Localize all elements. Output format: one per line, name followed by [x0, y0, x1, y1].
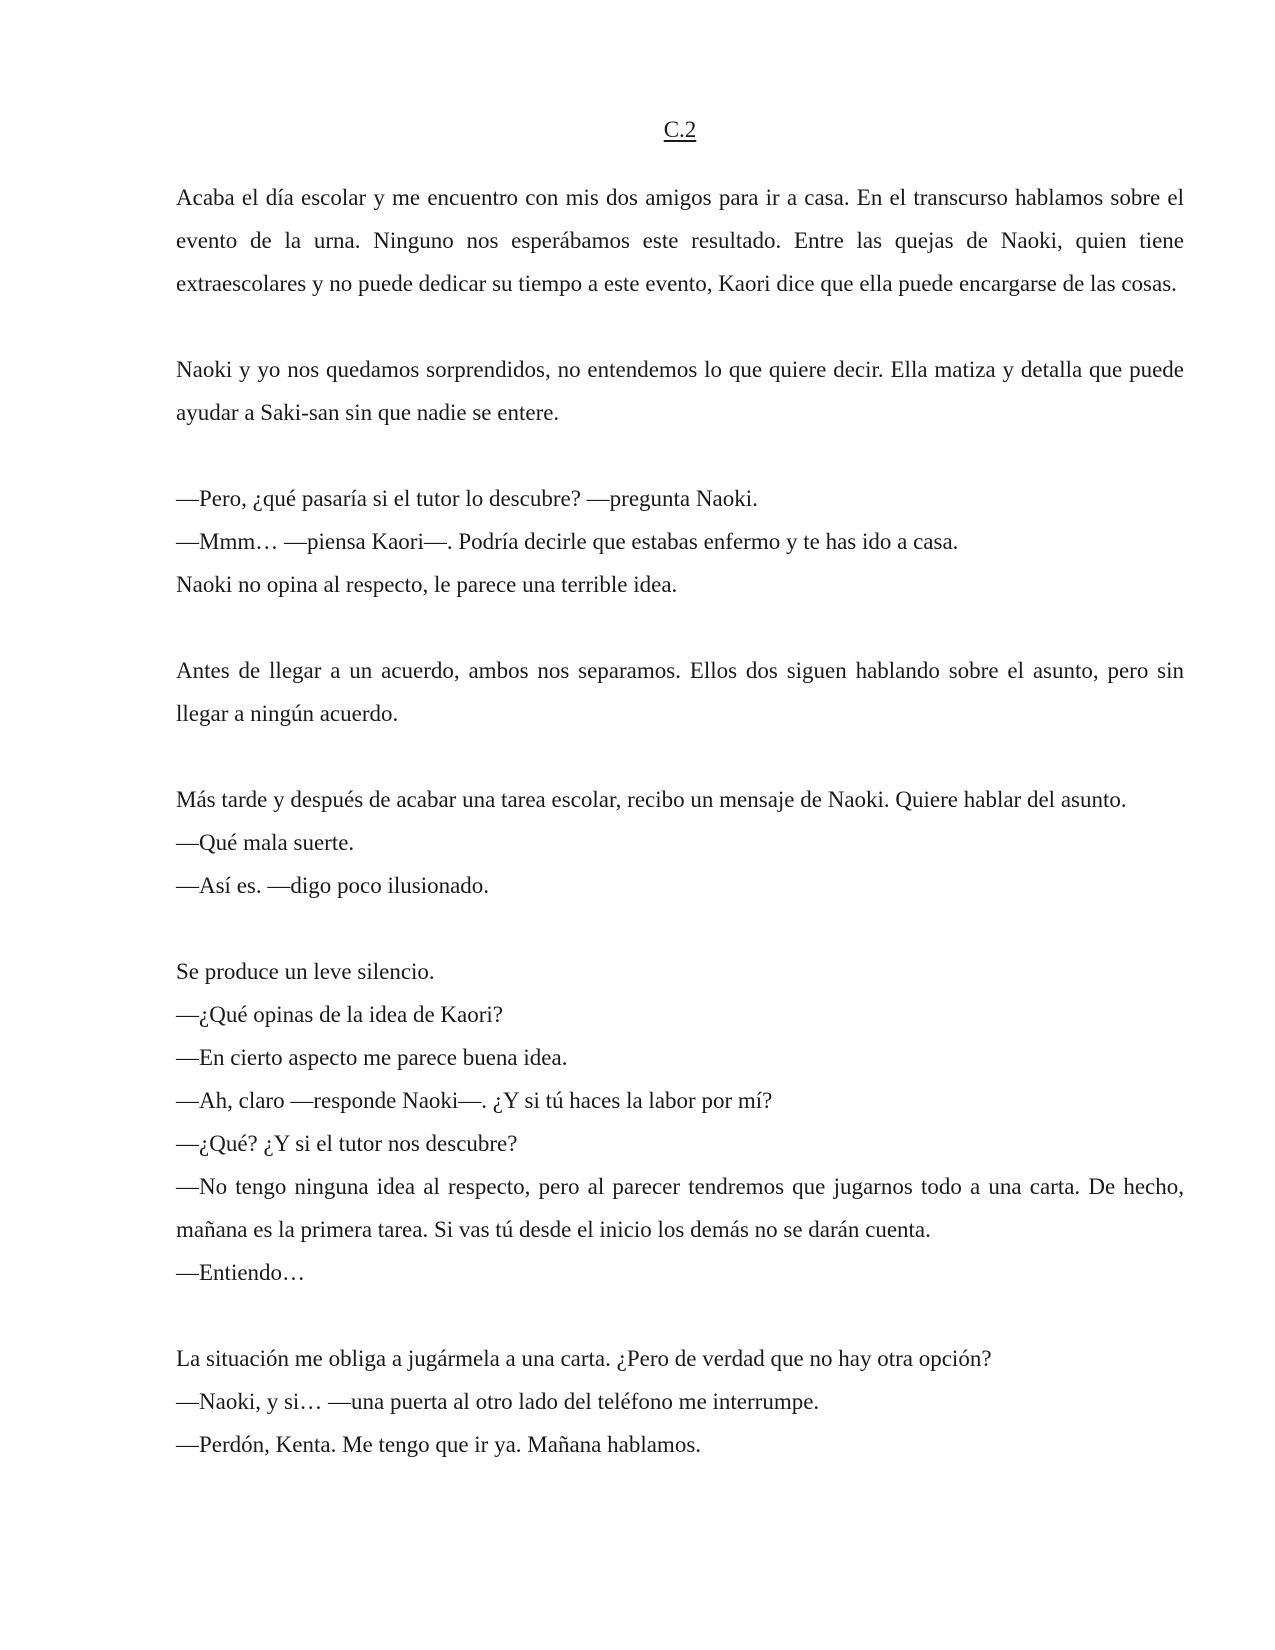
paragraph: —En cierto aspecto me parece buena idea. [176, 1045, 568, 1070]
paragraph: Más tarde y después de acabar una tarea escolar, recibo un mensaje de Naoki. Quiere hablar del asunto. [176, 787, 1127, 812]
chapter-title: C.2 [663, 117, 697, 142]
body-text [176, 176, 1184, 1466]
paragraph-gap [176, 434, 1184, 477]
paragraph-gap [176, 305, 1184, 348]
paragraph-gap [176, 735, 1184, 778]
paragraph: —Así es. —digo poco ilusionado. [176, 873, 490, 898]
paragraph: —Pero, ¿qué pasaría si el tutor lo descubre? —pregunta Naoki. [176, 486, 758, 511]
paragraph: —Qué mala suerte. [176, 830, 355, 855]
paragraph-gap [176, 606, 1184, 649]
paragraph: Acaba el día escolar y me encuentro con mis dos amigos para ir a casa. En el transcurso hablamos sobre el evento de la urna. Ninguno nos esperábamos este resultado. Entre las quejas de Naoki, quien tiene extraescolares y no puede dedicar su tiempo a este evento, Kaori dice que ella puede encargarse de las cosas. [176, 185, 1184, 296]
paragraph: —Ah, claro —responde Naoki—. ¿Y si tú haces la labor por mí? [176, 1088, 773, 1113]
paragraph-gap [176, 1294, 1184, 1337]
paragraph: —¿Qué? ¿Y si el tutor nos descubre? [176, 1131, 518, 1156]
paragraph: —Naoki, y si… —una puerta al otro lado del teléfono me interrumpe. [176, 1389, 820, 1414]
paragraph: La situación me obliga a jugármela a una carta. ¿Pero de verdad que no hay otra opción? [176, 1346, 992, 1371]
paragraph: Antes de llegar a un acuerdo, ambos nos separamos. Ellos dos siguen hablando sobre el asunto, pero sin llegar a ningún acuerdo. [176, 658, 1184, 726]
paragraph: —¿Qué opinas de la idea de Kaori? [176, 1002, 503, 1027]
paragraph: Naoki no opina al respecto, le parece una terrible idea. [176, 572, 678, 597]
paragraph-gap [176, 907, 1184, 950]
paragraph: Naoki y yo nos quedamos sorprendidos, no entendemos lo que quiere decir. Ella matiza y detalla que puede ayudar a Saki-san sin que nadie se entere. [176, 357, 1184, 425]
paragraph: Se produce un leve silencio. [176, 959, 435, 984]
paragraph: —Perdón, Kenta. Me tengo que ir ya. Mañana hablamos. [176, 1432, 702, 1457]
paragraph: —No tengo ninguna idea al respecto, pero al parecer tendremos que jugarnos todo a una carta. De hecho, mañana es la primera tarea. Si vas tú desde el inicio los demás no se darán cuenta. [176, 1174, 1184, 1242]
paragraph: —Entiendo… [176, 1260, 306, 1285]
paragraph: —Mmm… —piensa Kaori—. Podría decirle que estabas enfermo y te has ido a casa. [176, 529, 959, 554]
